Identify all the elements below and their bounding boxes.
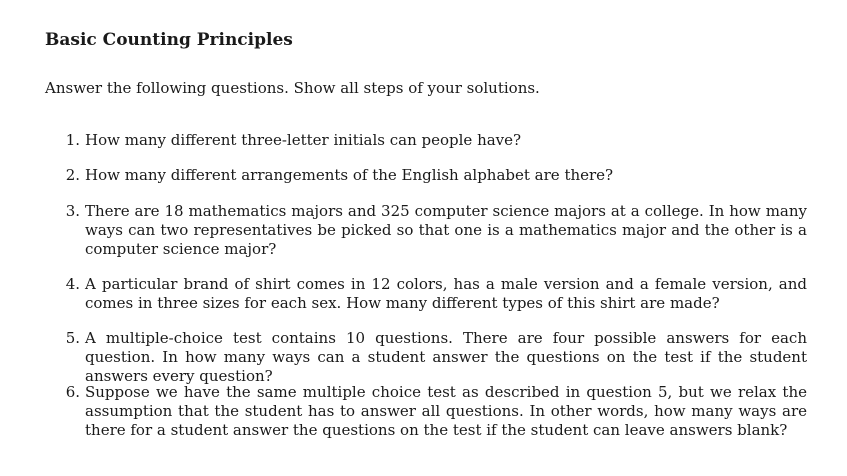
question-item-3 [62,202,807,259]
instructions-text: Answer the following questions. Show all steps of your solutions. [45,79,540,97]
question-number: 6. [65,383,80,401]
question-text: How many different three-letter initials can people have? [85,131,522,149]
question-number: 1. [65,131,80,149]
question-text: A particular brand of shirt comes in 12 colors, has a male version and a female version, and comes in three sizes for each sex. How many different types of this shirt are made? [85,275,807,312]
question-item-5 [62,329,807,386]
question-number: 4. [65,275,80,293]
question-text: How many different arrangements of the English alphabet are there? [85,166,614,184]
question-number: 3. [65,202,80,220]
question-text: There are 18 mathematics majors and 325 computer science majors at a college. In how many ways can two representatives be picked so that one is a mathematics major and the other is a computer science major? [85,202,807,258]
question-item-4 [62,275,807,313]
question-text: Suppose we have the same multiple choice test as described in question 5, but we relax the assumption that the student has to answer all questions. In other words, how many ways are there for a student answer the questions on the test if the student can leave answers blank? [85,383,807,439]
question-item-1 [62,131,807,150]
page-title: Basic Counting Principles [45,30,293,50]
question-item-6 [62,383,807,440]
question-number: 5. [65,329,80,347]
question-text: A multiple-choice test contains 10 questions. There are four possible answers for each question. In how many ways can a student answer the questions on the test if the student answers every question? [85,329,807,385]
question-item-2 [62,166,807,185]
question-number: 2. [65,166,80,184]
